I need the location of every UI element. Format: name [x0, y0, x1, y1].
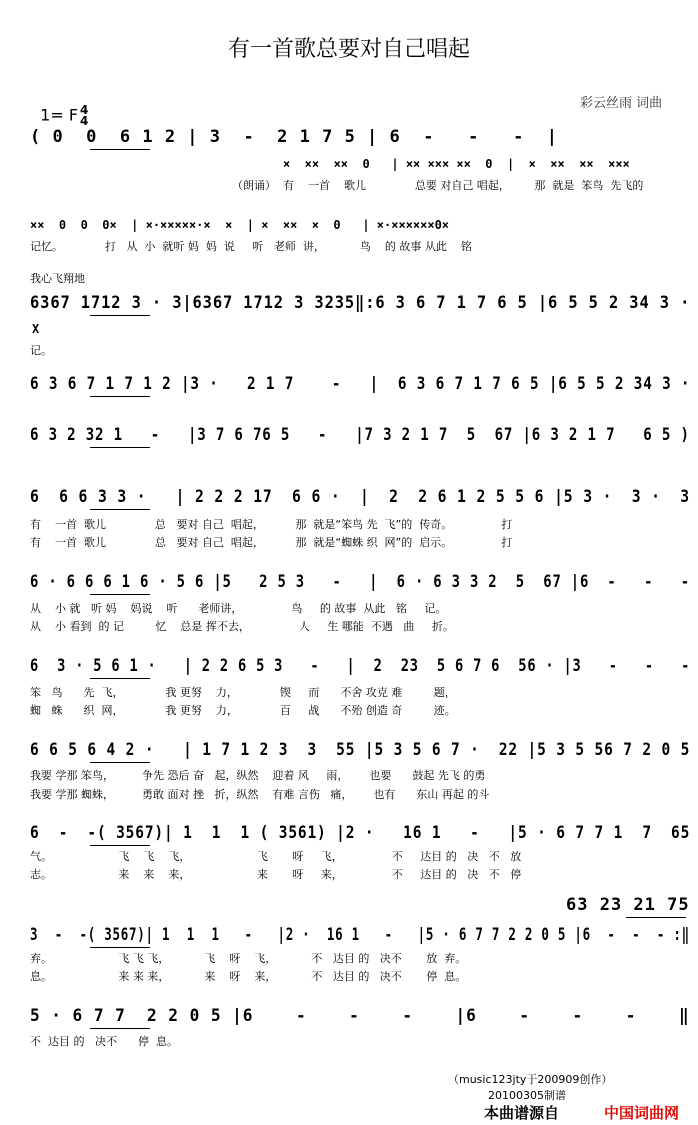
notation-line: 6367 1712 3 · 3|6367 1712 3 3235‖:6 3 6 7 1 7 6 5 |6 5 5 2 34 3 · [30, 293, 691, 313]
beam-underline [90, 509, 150, 510]
notation-line: 3 - -( 3567)| 1 1 1 - |2 · 16 1 - |5 · 6 7 7 2 2 0 5 |6 - - - :‖ [30, 925, 690, 945]
footer-date: 20100305制谱 [488, 1089, 566, 1102]
lyric-line: 有 一首 歌儿 总 要对 自己 唱起， 那 就是“笨鸟 先 飞”的 传奇。 打 [30, 518, 513, 531]
lyric-line: 从 小 就 听 妈 妈说 听 老师讲， 鸟 的 故事 从此 铭 记。 [30, 602, 447, 615]
lyric-line: 蜘 蛛 织 网， 我 更努 力， 百 战 不殆 创造 奇 迹。 [30, 704, 456, 717]
beam-underline [90, 149, 150, 150]
lyric-line: 弃。 飞 飞 飞， 飞 呀 飞， 不 达目 的 决不 放 弃。 [30, 952, 467, 965]
lyric-line: 记。 [30, 344, 52, 357]
notation-line: 6 3 · 5 6 1 · | 2 2 6 5 3 - | 2 23 5 6 7 6 56 · |3 - - - [30, 656, 691, 676]
source-site: 中国词曲网 [604, 1104, 680, 1122]
lyric-line: 我要 学那 蜘蛛， 勇敢 面对 挫 折，纵然 有难 言伤 痛， 也有 东山 再起 的斗 [30, 788, 490, 801]
beam-underline [626, 917, 686, 918]
credit: 彩云丝雨 词曲 [580, 96, 663, 111]
key-label: 1= F [40, 105, 79, 125]
notation-line: 63 23 21 75 [566, 895, 690, 915]
notation-line: ( 0 0 6 1 2 | 3 - 2 1 7 5 | 6 - - - | [30, 127, 559, 147]
notation-line: 6 · 6 6 6 1 6 · 5 6 |5 2 5 3 - | 6 · 6 3 3 2 5 67 |6 - - - [30, 572, 690, 592]
rhythm-line: ×× 0 0 0× | ×·×××××·× × | × ×× × 0 | ×·××××××0× [30, 218, 450, 232]
beam-underline [90, 1028, 150, 1029]
beam-underline [90, 315, 150, 316]
time-signature [80, 105, 88, 127]
source-label: 本曲谱源自 [484, 1104, 560, 1122]
lyric-line: 志。 来 来 来， 来 呀 来， 不 达目 的 决 不 停 [30, 868, 522, 881]
beam-underline [90, 845, 150, 846]
beam-underline [90, 678, 150, 679]
lyric-line: 不 达目 的 决不 停 息。 [30, 1035, 178, 1048]
lyric-line: 我心飞翔地 [30, 272, 85, 285]
notation-line: 5 · 6 7 7 2 2 0 5 |6 - - - |6 - - - ‖ [30, 1006, 690, 1026]
beam-underline [90, 594, 150, 595]
lyric-line: 气。 飞 飞 飞， 飞 呀 飞， 不 达目 的 决 不 放 [30, 850, 522, 863]
rhythm-line: × ×× ×× 0 | ×× ××× ×× 0 | × ×× ×× ××× [283, 157, 630, 171]
page-title: 有一首歌总要对自己唱起 [227, 37, 470, 62]
lyric-line: 息。 来 来 来， 来 呀 来， 不 达目 的 决不 停 息。 [30, 970, 467, 983]
key-signature [30, 86, 88, 127]
lyric-line: 从 小 看到 的 记 忆 总是 挥不去， 人 生 哪能 不遇 曲 折。 [30, 620, 454, 633]
rhythm-line: X [32, 322, 40, 336]
lyric-line: 笨 鸟 先 飞， 我 更努 力， 锲 而 不舍 攻克 难 题， [30, 686, 456, 699]
lyric-line: 记忆。 打 从 小 就听 妈 妈 说 听 老师 讲， 鸟 的 故事 从此 铭 [30, 240, 472, 253]
time-bottom: 4 [80, 114, 89, 128]
lyric-line: （朗诵） 有 一首 歌儿 总要 对自己 唱起， 那 就是 笨鸟 先飞的 [232, 179, 644, 192]
notation-line: 6 6 5 6 4 2 · | 1 7 1 2 3 3 55 |5 3 5 6 7 · 22 |5 3 5 56 7 2 0 5 [30, 740, 691, 760]
notation-line: 6 6 6 3 3 · | 2 2 2 17 6 6 · | 2 2 6 1 2 5 5 6 |5 3 · 3 · 3 [30, 487, 690, 507]
beam-underline [90, 396, 150, 397]
lyric-line: 我要 学那 笨鸟， 争先 恐后 奋 起，纵然 迎着 风 雨， 也要 鼓起 先飞 的勇 [30, 769, 486, 782]
footer-note: （music123jty于200909创作） [448, 1073, 613, 1086]
notation-line: 6 3 2 32 1 - |3 7 6 76 5 - |7 3 2 1 7 5 67 |6 3 2 1 7 6 5 ) [30, 425, 690, 445]
lyric-line: 有 一首 歌儿 总 要对 自己 唱起， 那 就是“蜘蛛 织 网”的 启示。 打 [30, 536, 513, 549]
time-top: 4 [80, 103, 89, 117]
notation-line: 6 3 6 7 1 7 1 2 |3 · 2 1 7 - | 6 3 6 7 1 7 6 5 |6 5 5 2 34 3 · [30, 374, 691, 394]
beam-underline [90, 947, 150, 948]
beam-underline [90, 447, 150, 448]
notation-line: 6 - -( 3567)| 1 1 1 ( 3561) |2 · 16 1 - |5 · 6 7 7 1 7 65 [30, 823, 691, 843]
beam-underline [90, 762, 150, 763]
